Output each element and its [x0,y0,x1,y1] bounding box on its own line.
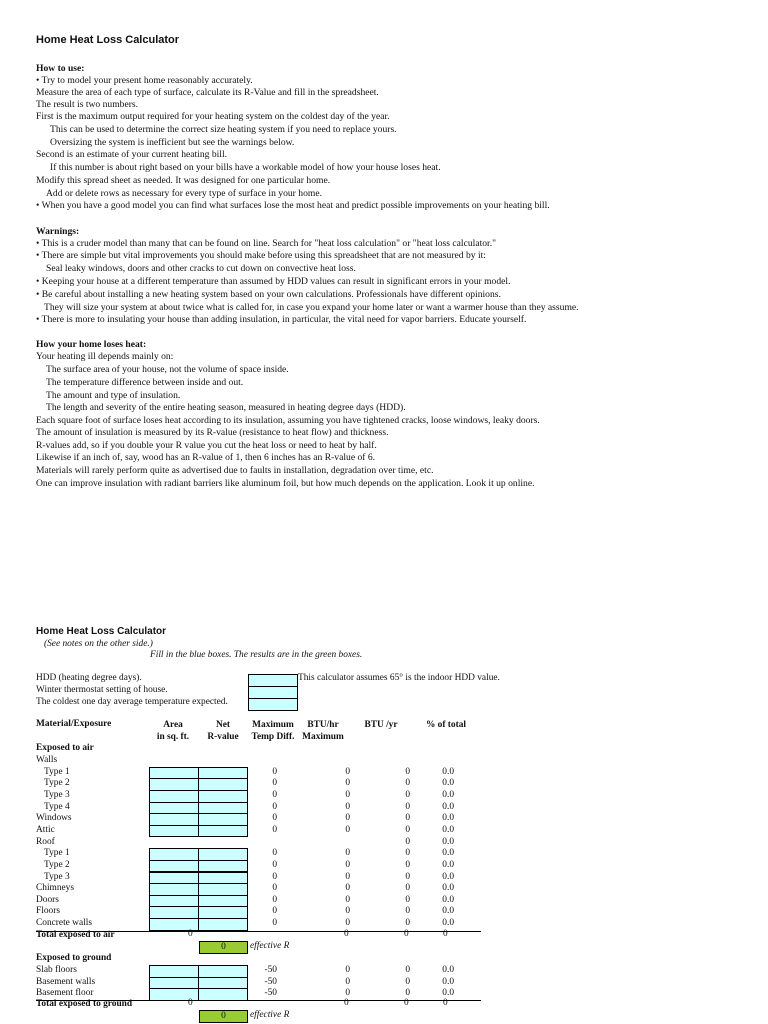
how-to-use-line: Modify this spread sheet as needed. It was designed for one particular home. [36,175,331,186]
btu-yr-value: 0 [405,871,410,882]
document-title: Home Heat Loss Calculator [36,34,180,46]
btu-hr-value: 0 [345,906,350,917]
table-row [36,977,506,989]
max-temp-diff-value: 0 [272,766,277,777]
how-line: The amount of insulation is measured by its R-value (resistance to heat flow) and thickness. [36,427,389,438]
btu-yr-value: 0 [405,778,410,789]
table-row [36,755,506,767]
btu-hr-value: 0 [345,766,350,777]
header-pct: % of total [425,720,467,730]
pct-of-total-value: 0.0 [442,859,454,870]
header-btu-hr: BTU/hr Maximum [302,720,344,742]
table-row [36,906,506,918]
header-area: Area in sq. ft. [156,720,190,742]
max-temp-diff-value: 0 [272,894,277,905]
btu-hr-value: 0 [345,778,350,789]
calculator-instruction: Fill in the blue boxes. The results are in the green boxes. [150,650,363,660]
ground-total-label: Total exposed to ground [36,999,133,1009]
btu-hr-value: 0 [345,894,350,905]
table-row [36,848,506,860]
air-total-btuyr: 0 [404,929,409,939]
max-temp-diff-value: 0 [272,883,277,894]
row-label: Type 1 [44,848,70,859]
header-net-r: Net R-value [207,720,239,742]
btu-yr-value: 0 [405,918,410,929]
table-row [36,895,506,907]
air-total-area: 0 [188,929,193,939]
max-temp-diff-value: -50 [264,988,277,999]
air-effective-r-value: 0 [199,941,248,954]
pct-of-total-value: 0.0 [442,965,454,975]
max-temp-diff-value: 0 [272,859,277,870]
how-line: Your heating ill depends mainly on: [36,351,174,362]
btu-yr-value: 0 [405,766,410,777]
table-row [36,802,506,814]
btu-yr-value: 0 [405,976,410,987]
coldest-label: The coldest one day average temperature expected. [36,697,228,707]
air-total-btuhr: 0 [344,929,349,939]
coldest-temp-input[interactable] [248,698,298,711]
warning-line: • Be careful about installing a new heating system based on your own calculations. Professionals have different opinions. [36,289,501,300]
ground-effective-r-label: effective R [250,1010,290,1020]
how-to-use-line: Second is an estimate of your current heating bill. [36,149,228,160]
table-row [36,813,506,825]
max-temp-diff-value: 0 [272,906,277,917]
how-to-use-line: • Try to model your present home reasonably accurately. [36,75,253,86]
row-label: Type 1 [44,766,70,777]
warning-line: They will size your system at about twice what is called for, in case you expand your home later or want a warmer house than they assume. [44,302,579,313]
btu-hr-value: 0 [345,789,350,800]
table-row [36,778,506,790]
btu-hr-value: 0 [345,988,350,999]
table-row [36,883,506,895]
how-line: Materials will rarely perform quite as advertised due to faults in installation, degradation over time, etc. [36,465,434,476]
how-to-use-line: Oversizing the system is inefficient but see the warnings below. [50,137,295,148]
btu-yr-value: 0 [405,859,410,870]
pct-of-total-value: 0.0 [442,824,454,835]
table-row [36,965,506,977]
btu-hr-value: 0 [345,918,350,929]
btu-yr-value: 0 [405,824,410,835]
pct-of-total-value: 0.0 [442,813,454,824]
warning-line: Seal leaky windows, doors and other cracks to cut down on convective heat loss. [46,263,356,274]
pct-of-total-value: 0.0 [442,976,454,987]
btu-hr-value: 0 [345,824,350,835]
pct-of-total-value: 0.0 [442,836,454,847]
row-label: Chimneys [36,883,75,894]
btu-hr-value: 0 [345,965,350,975]
btu-hr-value: 0 [345,859,350,870]
how-line: Each square foot of surface loses heat according to its insulation, assuming you have tightened cracks, loose windows, leaky doors. [36,415,540,426]
how-to-use-line: Measure the area of each type of surface, calculate its R-Value and fill in the spreadsheet. [36,87,379,98]
hdd-note: This calculator assumes 65° is the indoor HDD value. [298,673,500,683]
max-temp-diff-value: 0 [272,801,277,812]
table-row [36,825,506,837]
btu-yr-value: 0 [405,836,410,847]
ground-heading: Exposed to ground [36,953,112,963]
row-label: Concrete walls [36,918,92,929]
warning-line: • This is a cruder model than many that can be found on line. Search for "heat loss calculation" or "heat loss calculator." [36,238,497,249]
row-label: Doors [36,894,59,905]
row-label: Windows [36,813,72,824]
warning-line: • There are simple but vital improvements you should make before using this spreadsheet that are not measured by it: [36,250,486,261]
pct-of-total-value: 0.0 [442,766,454,777]
header-max-temp: Maximum Temp Diff. [251,720,295,742]
btu-yr-value: 0 [405,789,410,800]
ground-total-btuyr: 0 [404,998,409,1008]
btu-yr-value: 0 [405,894,410,905]
pct-of-total-value: 0.0 [442,871,454,882]
row-label: Type 3 [44,789,70,800]
how-to-use-line: If this number is about right based on your bills have a workable model of how your house loses heat. [50,162,441,173]
row-label: Type 4 [44,801,70,812]
row-label: Floors [36,906,60,917]
how-line: The length and severity of the entire heating season, measured in heating degree days (HDD). [46,402,406,413]
header-material: Material/Exposure [36,719,112,729]
pct-of-total-value: 0.0 [442,906,454,917]
pct-of-total-value: 0.0 [442,988,454,999]
how-line: The amount and type of insulation. [46,390,181,401]
pct-of-total-value: 0.0 [442,801,454,812]
pct-of-total-value: 0.0 [442,778,454,789]
how-to-use-line: The result is two numbers. [36,99,139,110]
max-temp-diff-value: -50 [264,965,277,975]
max-temp-diff-value: 0 [272,848,277,859]
table-row [36,918,506,930]
max-temp-diff-value: 0 [272,871,277,882]
row-label: Slab floors [36,965,77,975]
row-label: Basement walls [36,976,96,987]
air-effective-r-label: effective R [250,941,290,951]
how-line: R-values add, so if you double your R value you cut the heat loss or need to heat by half. [36,440,377,451]
how-line: Likewise if an inch of, say, wood has an R-value of 1, then 6 inches has an R-value of 6. [36,452,376,463]
ground-total-area: 0 [188,998,193,1008]
btu-yr-value: 0 [405,801,410,812]
max-temp-diff-value: 0 [272,789,277,800]
table-row [36,767,506,779]
thermostat-label: Winter thermostat setting of house. [36,685,168,695]
how-to-use-line: • When you have a good model you can find what surfaces lose the most heat and predict possible improvements on your heating bill. [36,200,550,211]
table-row [36,837,506,849]
btu-hr-value: 0 [345,883,350,894]
btu-hr-value: 0 [345,976,350,987]
row-label: Walls [36,755,58,765]
ground-total-btuhr: 0 [344,998,349,1008]
how-line: The surface area of your house, not the volume of space inside. [46,364,289,375]
header-btu-yr: BTU /yr [364,720,398,730]
how-to-use-line: First is the maximum output required for your heating system on the coldest day of the year. [36,111,390,122]
how-to-use-line: Add or delete rows as necessary for every type of surface in your home. [46,188,322,199]
btu-yr-value: 0 [405,988,410,999]
max-temp-diff-value: 0 [272,778,277,789]
max-temp-diff-value: 0 [272,918,277,929]
warning-line: • There is more to insulating your house than adding insulation, in particular, the vital need for vapor barriers. Educate yourself. [36,314,527,325]
max-temp-diff-value: 0 [272,824,277,835]
how-to-use-heading: How to use: [36,63,85,74]
btu-hr-value: 0 [345,801,350,812]
how-heading: How your home loses heat: [36,339,147,350]
how-line: The temperature difference between inside and out. [46,377,244,388]
btu-yr-value: 0 [405,883,410,894]
air-heading: Exposed to air [36,743,94,753]
pct-of-total-value: 0.0 [442,789,454,800]
pct-of-total-value: 0.0 [442,848,454,859]
btu-yr-value: 0 [405,906,410,917]
row-label: Roof [36,836,55,847]
table-row [36,860,506,872]
row-label: Type 2 [44,859,70,870]
max-temp-diff-value: -50 [264,976,277,987]
btu-hr-value: 0 [345,813,350,824]
pct-of-total-value: 0.0 [442,894,454,905]
btu-yr-value: 0 [405,965,410,975]
pct-of-total-value: 0.0 [442,918,454,929]
btu-hr-value: 0 [345,871,350,882]
how-line: One can improve insulation with radiant barriers like aluminum foil, but how much depends on the application. Look it up online. [36,478,535,489]
how-to-use-line: This can be used to determine the correct size heating system if you need to replace yours. [50,124,397,135]
table-row [36,790,506,802]
warnings-heading: Warnings: [36,226,80,237]
row-label: Type 3 [44,871,70,882]
air-total-pct: 0 [443,929,448,939]
row-label: Attic [36,824,55,835]
btu-yr-value: 0 [405,848,410,859]
ground-total-pct: 0 [443,998,448,1008]
row-label: Type 2 [44,778,70,789]
row-label: Basement floor [36,988,94,999]
warning-line: • Keeping your house at a different temperature than assumed by HDD values can result in significant errors in your model. [36,276,511,287]
table-row [36,872,506,884]
calculator-title: Home Heat Loss Calculator [36,626,167,637]
hdd-label: HDD (heating degree days). [36,673,142,683]
max-temp-diff-value: 0 [272,813,277,824]
air-total-label: Total exposed to air [36,930,115,940]
calculator-note: (See notes on the other side.) [44,639,153,649]
ground-effective-r-value: 0 [199,1010,248,1023]
btu-yr-value: 0 [405,813,410,824]
btu-hr-value: 0 [345,848,350,859]
pct-of-total-value: 0.0 [442,883,454,894]
